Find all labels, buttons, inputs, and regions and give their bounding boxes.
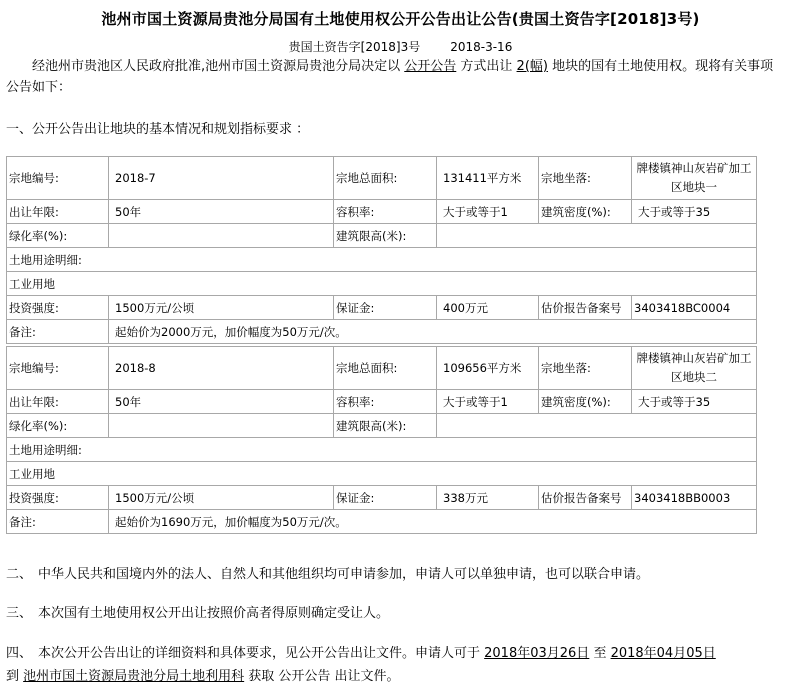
total-area-value: 131411平方米 (437, 157, 539, 200)
green-rate-value (109, 414, 334, 438)
table-row (7, 414, 757, 438)
parcel-table (6, 156, 757, 344)
table-row (7, 248, 757, 272)
table-row (7, 510, 757, 534)
section-4-number: 四、 (6, 646, 33, 661)
height-limit-value (437, 414, 757, 438)
table-row (7, 296, 757, 320)
building-density-label: 建筑密度(%): (539, 200, 632, 224)
land-use-detail-label: 土地用途明细: (7, 248, 757, 272)
start-date: 2018年03月26日 (484, 646, 590, 661)
green-rate-label: 绿化率(%): (7, 414, 109, 438)
end-date: 2018年04月05日 (610, 646, 716, 661)
table-row (7, 347, 757, 390)
section-2 (6, 563, 649, 582)
height-limit-value (437, 224, 757, 248)
section-4-text-3: 获取 公开公告 出让文件。 (244, 669, 400, 684)
investment-intensity-value: 1500万元/公顷 (109, 296, 334, 320)
green-rate-label: 绿化率(%): (7, 224, 109, 248)
section-1-heading: 一、公开公告出让地块的基本情况和规划指标要求 ： (6, 122, 310, 137)
deposit-label: 保证金: (334, 296, 437, 320)
table-row (7, 320, 757, 344)
intro-text-2: 方式出让 (456, 59, 517, 74)
office-name: 池州市国土资源局贵池分局土地利用科 (23, 669, 245, 684)
land-use-value: 工业用地 (7, 462, 757, 486)
investment-intensity-label: 投资强度: (7, 296, 109, 320)
building-density-label: 建筑密度(%): (539, 390, 632, 414)
total-area-value: 109656平方米 (437, 347, 539, 390)
investment-intensity-value: 1500万元/公顷 (109, 486, 334, 510)
building-density-value: 大于或等于35 (632, 200, 757, 224)
remarks-label: 备注: (7, 320, 109, 344)
table-row (7, 438, 757, 462)
section-2-number: 二、 (6, 567, 33, 582)
location-value: 牌楼镇神山灰岩矿加工区地块一 (632, 157, 757, 200)
section-4 (6, 642, 786, 688)
section-3-number: 三、 (6, 606, 33, 621)
section-4-text-2: 到 (6, 669, 24, 684)
table-row (7, 272, 757, 296)
appraisal-record-label: 估价报告备案号 (539, 486, 632, 510)
deposit-value: 400万元 (437, 296, 539, 320)
parcel-no-value: 2018-8 (109, 347, 334, 390)
location-label: 宗地坐落: (539, 347, 632, 390)
plot-ratio-value: 大于或等于1 (437, 390, 539, 414)
section-3-text: 本次国有土地使用权公开出让按照价高者得原则确定受让人。 (38, 606, 390, 621)
transfer-method: 公开公告 (404, 59, 457, 74)
term-value: 50年 (109, 390, 334, 414)
location-label: 宗地坐落: (539, 157, 632, 200)
appraisal-record-label: 估价报告备案号 (539, 296, 632, 320)
appraisal-record-value: 3403418BB0003 (632, 486, 757, 510)
appraisal-record-value: 3403418BC0004 (632, 296, 757, 320)
table-row (7, 157, 757, 200)
term-value: 50年 (109, 200, 334, 224)
term-label: 出让年限: (7, 200, 109, 224)
table-row (7, 224, 757, 248)
table-row (7, 462, 757, 486)
deposit-value: 338万元 (437, 486, 539, 510)
section-2-text: 中华人民共和国境内外的法人、自然人和其他组织均可申请参加，申请人可以单独申请，也可以联合申请。 (38, 567, 650, 582)
investment-intensity-label: 投资强度: (7, 486, 109, 510)
deposit-label: 保证金: (334, 486, 437, 510)
intro-text-3: 地块的国有土地使用权。现将有关事项公告如下： (6, 59, 774, 95)
section-3 (6, 602, 389, 621)
intro-paragraph (6, 56, 786, 98)
table-row (7, 390, 757, 414)
location-value: 牌楼镇神山灰岩矿加工区地块二 (632, 347, 757, 390)
green-rate-value (109, 224, 334, 248)
land-use-value: 工业用地 (7, 272, 757, 296)
parcel-table (6, 346, 757, 534)
parcel-no-value: 2018-7 (109, 157, 334, 200)
plot-ratio-value: 大于或等于1 (437, 200, 539, 224)
total-area-label: 宗地总面积: (334, 347, 437, 390)
notice-subtitle (0, 38, 801, 55)
total-area-label: 宗地总面积: (334, 157, 437, 200)
section-4-to: 至 (589, 646, 611, 661)
parcel-no-label: 宗地编号: (7, 157, 109, 200)
parcel-no-label: 宗地编号: (7, 347, 109, 390)
remarks-value: 起始价为1690万元，加价幅度为50万元/次。 (109, 510, 757, 534)
notice-title: 池州市国土资源局贵池分局国有土地使用权公开公告出让公告(贵国土资告字[2018]3号) (101, 10, 700, 28)
height-limit-label: 建筑限高(米): (334, 224, 437, 248)
intro-text: 经池州市贵池区人民政府批准,池州市国土资源局贵池分局决定以 (32, 59, 405, 74)
doc-number: 贵国土资告字[2018]3号 (288, 40, 421, 54)
remarks-label: 备注: (7, 510, 109, 534)
remarks-value: 起始价为2000万元，加价幅度为50万元/次。 (109, 320, 757, 344)
height-limit-label: 建筑限高(米): (334, 414, 437, 438)
plot-ratio-label: 容积率: (334, 390, 437, 414)
table-row (7, 486, 757, 510)
land-use-detail-label: 土地用途明细: (7, 438, 757, 462)
notice-date: 2018-3-16 (450, 40, 513, 54)
term-label: 出让年限: (7, 390, 109, 414)
building-density-value: 大于或等于35 (632, 390, 757, 414)
plot-ratio-label: 容积率: (334, 200, 437, 224)
parcel-count: 2(幅) (516, 59, 548, 74)
table-row (7, 200, 757, 224)
section-4-text: 本次公开公告出让的详细资料和具体要求，见公开公告出让文件。申请人可于 (38, 646, 485, 661)
